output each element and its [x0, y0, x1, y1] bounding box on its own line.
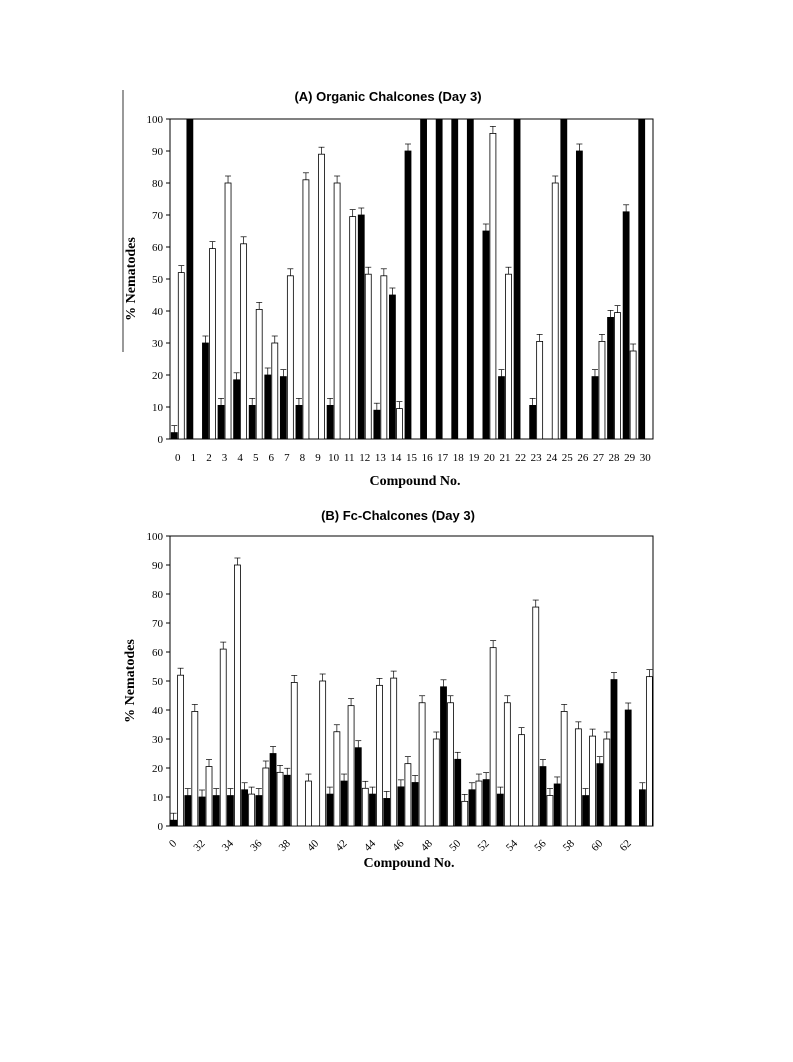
y-tick-label: 80 — [152, 178, 163, 190]
chart-b-title: (B) Fc-Chalcones (Day 3) — [321, 508, 475, 523]
y-tick-label: 10 — [152, 792, 163, 804]
x-tick-label: 1 — [190, 452, 197, 464]
x-tick-label: 11 — [343, 452, 355, 464]
bar-40-light — [320, 681, 326, 826]
bar-5-light — [256, 309, 262, 439]
bar-17-dark — [436, 119, 442, 439]
bar-63-dark — [639, 790, 645, 826]
bar-25-dark — [561, 119, 567, 439]
bar-10-dark — [327, 405, 333, 439]
x-tick-label: 38 — [276, 837, 293, 854]
bar-1-dark — [187, 119, 193, 439]
bar-45-dark — [384, 798, 390, 826]
bar-12-light — [365, 274, 371, 439]
bar-37-light — [277, 772, 283, 826]
x-tick-label: 27 — [592, 452, 604, 464]
bar-5-dark — [249, 405, 255, 439]
bar-42-dark — [341, 781, 347, 826]
bar-52-dark — [483, 780, 489, 826]
x-tick-label: 21 — [499, 452, 511, 464]
bar-28-dark — [608, 317, 614, 439]
bar-62-dark — [625, 710, 631, 826]
bar-0-dark — [171, 820, 177, 826]
x-tick-label: 44 — [361, 837, 379, 854]
y-tick-label: 20 — [152, 763, 163, 775]
bar-56-light — [547, 796, 553, 826]
bar-2-light — [209, 249, 215, 439]
chart-a-y-axis-label: % Nematodes — [124, 237, 139, 321]
y-tick-label: 60 — [152, 647, 163, 659]
bar-19-dark — [467, 119, 473, 439]
bar-60-light — [604, 739, 610, 826]
bar-23-dark — [530, 405, 536, 439]
bar-61-dark — [611, 680, 617, 826]
bar-46-dark — [398, 787, 404, 826]
chart-a-title: (A) Organic Chalcones (Day 3) — [294, 89, 482, 104]
bar-35-dark — [242, 790, 248, 826]
x-tick-label: 2 — [206, 452, 212, 464]
bar-50-dark — [455, 759, 461, 826]
bar-8-light — [303, 180, 309, 439]
bar-29-dark — [623, 212, 629, 439]
x-tick-label: 36 — [248, 837, 265, 854]
bar-0-dark — [171, 433, 177, 439]
chart-a — [123, 89, 653, 489]
y-tick-label: 20 — [152, 370, 163, 382]
x-tick-label: 19 — [468, 452, 480, 464]
bar-38-dark — [284, 775, 290, 826]
bar-21-dark — [498, 377, 504, 439]
bar-36-dark — [256, 796, 262, 826]
bar-20-light — [490, 133, 496, 439]
y-tick-label: 90 — [152, 560, 163, 572]
bar-34-dark — [227, 796, 233, 826]
bar-4-dark — [234, 380, 240, 439]
bar-33-light — [220, 649, 226, 826]
bar-31-dark — [185, 796, 191, 826]
x-tick-label: 15 — [406, 452, 417, 464]
y-tick-label: 40 — [152, 306, 163, 318]
y-tick-label: 100 — [146, 531, 163, 543]
x-tick-label: 26 — [577, 452, 589, 464]
x-tick-label: 0 — [166, 837, 180, 851]
x-tick-label: 50 — [447, 837, 464, 854]
x-tick-label: 52 — [475, 837, 492, 854]
chart-b-y-axis-label: % Nematodes — [123, 639, 138, 723]
y-tick-label: 10 — [152, 402, 163, 414]
x-tick-label: 25 — [561, 452, 573, 464]
bar-35-light — [249, 794, 255, 826]
bar-39-light — [305, 781, 311, 826]
bar-49-light — [448, 703, 454, 826]
x-tick-label: 22 — [515, 452, 527, 464]
chart-a-x-axis-label: Compound No. — [369, 474, 461, 489]
y-tick-label: 100 — [146, 114, 163, 126]
x-tick-label: 62 — [617, 837, 634, 854]
x-tick-label: 10 — [328, 452, 340, 464]
bar-48-light — [433, 739, 439, 826]
bar-3-dark — [218, 405, 224, 439]
bar-32-light — [206, 767, 212, 826]
chart-b-bars — [171, 558, 653, 826]
x-tick-label: 24 — [546, 452, 558, 464]
bar-10-light — [334, 183, 340, 439]
y-tick-label: 60 — [152, 242, 163, 254]
x-tick-label: 5 — [252, 452, 259, 464]
y-tick-label: 40 — [152, 705, 163, 717]
bar-15-dark — [405, 151, 411, 439]
x-tick-label: 34 — [219, 837, 237, 854]
bar-60-dark — [597, 764, 603, 826]
bar-50-light — [462, 801, 468, 826]
bar-33-dark — [213, 796, 219, 826]
bar-12-dark — [358, 215, 364, 439]
x-tick-label: 60 — [589, 837, 606, 854]
y-tick-label: 30 — [152, 338, 163, 350]
x-tick-label: 48 — [418, 837, 435, 854]
x-tick-label: 7 — [284, 452, 290, 464]
bar-7-light — [287, 276, 293, 439]
bar-32-dark — [199, 797, 205, 826]
bar-3-light — [225, 183, 231, 439]
x-tick-label: 29 — [624, 452, 636, 464]
bar-8-dark — [296, 405, 302, 439]
bar-63-light — [646, 677, 652, 826]
bar-30-dark — [639, 119, 645, 439]
x-tick-label: 9 — [315, 452, 321, 464]
bar-41-light — [334, 732, 340, 826]
x-tick-label: 28 — [608, 452, 620, 464]
bar-55-light — [533, 607, 539, 826]
bar-44-dark — [369, 794, 375, 826]
bar-7-dark — [280, 377, 286, 439]
bar-38-light — [291, 682, 297, 826]
bar-14-light — [396, 409, 402, 439]
chart-b-x-ticks — [167, 837, 634, 854]
chart-b-y-ticks — [147, 531, 171, 833]
bar-37-dark — [270, 754, 276, 827]
bar-18-dark — [452, 119, 458, 439]
bar-27-light — [599, 341, 605, 439]
bar-43-light — [362, 788, 368, 826]
bar-58-light — [575, 729, 581, 826]
x-tick-label: 42 — [333, 837, 350, 854]
x-tick-label: 58 — [560, 837, 577, 854]
x-tick-label: 14 — [390, 452, 402, 464]
y-tick-label: 80 — [152, 589, 163, 601]
y-tick-label: 70 — [152, 210, 163, 222]
x-tick-label: 18 — [452, 452, 464, 464]
x-tick-label: 30 — [639, 452, 651, 464]
x-tick-label: 32 — [191, 837, 208, 854]
bar-29-light — [630, 351, 636, 439]
y-tick-label: 70 — [152, 618, 163, 630]
bar-14-dark — [389, 295, 395, 439]
bar-31-light — [192, 711, 198, 826]
y-tick-label: 50 — [152, 274, 163, 286]
x-tick-label: 6 — [268, 452, 275, 464]
x-tick-label: 40 — [305, 837, 322, 854]
bar-51-light — [476, 781, 482, 826]
bar-26-dark — [576, 151, 582, 439]
bar-9-light — [319, 154, 325, 439]
y-tick-label: 30 — [152, 734, 163, 746]
bar-53-light — [504, 703, 510, 826]
bar-44-light — [376, 685, 382, 826]
bar-47-light — [419, 703, 425, 826]
x-tick-label: 0 — [175, 452, 181, 464]
bar-13-light — [381, 276, 387, 439]
bar-27-dark — [592, 377, 598, 439]
bar-22-dark — [514, 119, 520, 439]
y-tick-label: 0 — [157, 434, 163, 446]
x-tick-label: 12 — [359, 452, 371, 464]
bar-57-dark — [554, 784, 560, 826]
bar-16-dark — [421, 119, 427, 439]
bar-51-dark — [469, 790, 475, 826]
bar-11-light — [350, 217, 356, 439]
bar-36-light — [263, 768, 269, 826]
bar-59-light — [590, 736, 596, 826]
bar-52-light — [490, 648, 496, 826]
bar-43-dark — [355, 748, 361, 826]
bar-23-light — [537, 341, 543, 439]
bar-54-light — [519, 735, 525, 826]
bar-34-light — [234, 565, 240, 826]
bar-0-light — [178, 273, 184, 439]
chart-b-x-axis-label: Compound No. — [363, 856, 455, 871]
y-tick-label: 50 — [152, 676, 163, 688]
x-tick-label: 54 — [503, 837, 521, 854]
bar-0-light — [178, 675, 184, 826]
bar-24-light — [552, 183, 558, 439]
bar-28-light — [615, 313, 621, 439]
bar-4-light — [241, 244, 247, 439]
x-tick-label: 56 — [532, 837, 549, 854]
chart-a-y-ticks — [147, 114, 171, 446]
y-tick-label: 0 — [157, 821, 163, 833]
bar-46-light — [405, 764, 411, 826]
bar-2-dark — [202, 343, 208, 439]
x-tick-label: 20 — [483, 452, 495, 464]
bar-59-dark — [583, 796, 589, 826]
chart-a-x-ticks — [175, 452, 651, 464]
chart-b — [123, 508, 653, 871]
x-tick-label: 13 — [374, 452, 386, 464]
x-tick-label: 8 — [299, 452, 306, 464]
chart-a-bars — [171, 119, 644, 439]
bar-47-dark — [412, 783, 418, 827]
x-tick-label: 17 — [437, 452, 449, 464]
bar-6-light — [272, 343, 278, 439]
bar-45-light — [391, 678, 397, 826]
x-tick-label: 3 — [221, 452, 228, 464]
bar-20-dark — [483, 231, 489, 439]
x-tick-label: 46 — [390, 837, 407, 854]
x-tick-label: 4 — [237, 452, 243, 464]
y-tick-label: 90 — [152, 146, 163, 158]
bar-21-light — [505, 274, 511, 439]
bar-57-light — [561, 711, 567, 826]
bar-42-light — [348, 706, 354, 826]
bar-56-dark — [540, 767, 546, 826]
x-tick-label: 16 — [421, 452, 433, 464]
bar-41-dark — [327, 794, 333, 826]
bar-6-dark — [265, 375, 271, 439]
bar-13-dark — [374, 410, 380, 439]
x-tick-label: 23 — [530, 452, 542, 464]
bar-53-dark — [497, 794, 503, 826]
bar-49-dark — [441, 687, 447, 826]
